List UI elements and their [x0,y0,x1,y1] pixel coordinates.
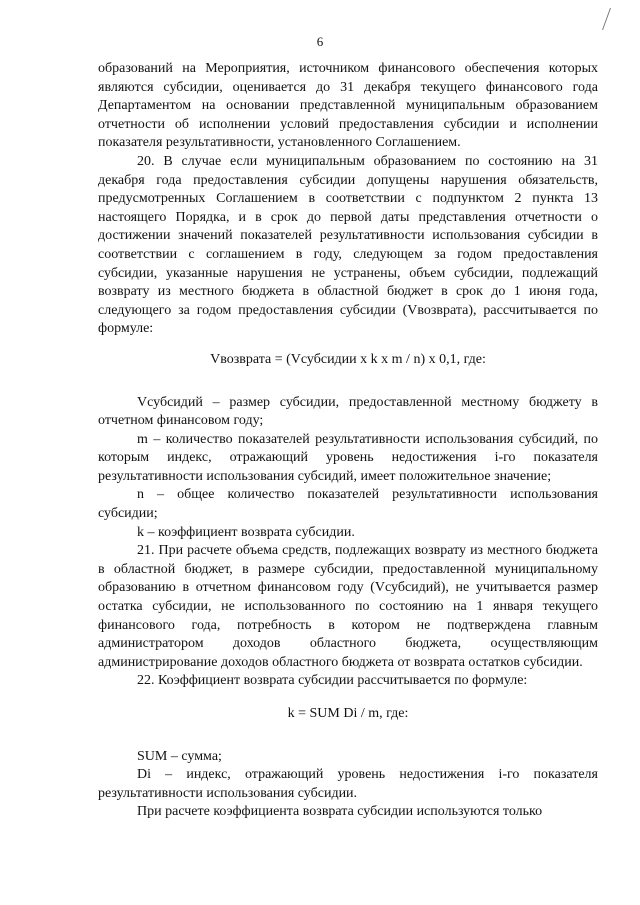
definition-di: Di – индекс, отражающий уровень недостижения i-го показателя результативности использования субсидии. [98,767,598,801]
formula-refund-volume: Vвозврата = (Vсубсидии x k x m / n) x 0,1, где: [210,351,486,367]
paragraph-continuation: образований на Мероприятия, источником финансового обеспечения которых являются субсидии, оценивается до 31 декабря текущего финансового года Департаментом на основании представленной муниципальным образованием отчетности об исполнении условий предоставления субсидии и исполнении показателя результативности, установленного Соглашением. [98,61,598,151]
definition-sum: SUM – сумма; [137,748,222,764]
definition-n: n – общее количество показателей результативности использования субсидии; [98,487,598,522]
definition-k: k – коэффициент возврата субсидии. [137,524,355,540]
paragraph-22: 22. Коэффициент возврата субсидии рассчитывается по формуле: [137,673,528,689]
document-body [98,60,598,822]
page-number: 6 [316,34,324,49]
definition-v-subsidy: Vсубсидий – размер субсидии, предоставленной местному бюджету в отчетном финансовом году; [98,394,598,429]
paragraph-final: При расчете коэффициента возврата субсидии используются только [137,804,543,820]
definition-m: m – количество показателей результативности использования субсидий, по которым индекс, отражающий уровень недостижения i-го показателя результативности использования субсидий, имеет положительное значение; [98,431,598,484]
paragraph-20: 20. В случае если муниципальным образованием по состоянию на 31 декабря года предоставления субсидии допущены нарушения обязательств, предусмотренных Соглашением в соответствии с подпунктом 2 пункта 13 настоящего Порядка, и в срок до первой даты представления отчетности о достижении значений показателей результативности использования субсидии в соответствии с соглашением в году, следующем за годом предоставления субсидии, указанные нарушения не устранены, объем субсидии, подлежащий возврату из местного бюджета в областной бюджет в срок до 1 июня года, следующего за годом предоставления субсидии (Vвозврата), рассчитывается по формуле: [98,153,598,337]
scan-corner-mark [602,8,621,30]
paragraph-21: 21. При расчете объема средств, подлежащих возврату из местного бюджета в областной бюджет, в размере субсидии, предоставленной муниципальному образованию в отчетном финансовом году (Vсубсидий), не учитывается размер остатка субсидии, не использованного по состоянию на 1 января текущего финансового года, потребность в котором не подтверждена главным администратором доходов областного бюджета, осуществляющим администрирование доходов областного бюджета от возврата остатков субсидии. [98,543,598,670]
formula-refund-coefficient: k = SUM Di / m, где: [287,706,409,721]
